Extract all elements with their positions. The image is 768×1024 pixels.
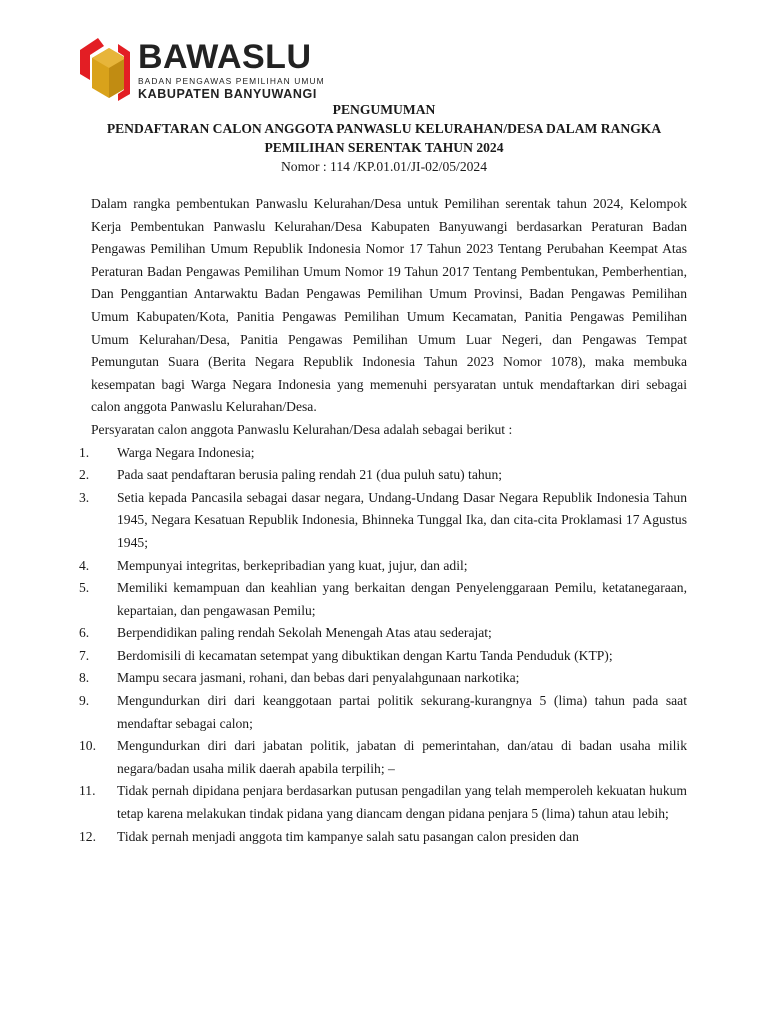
bawaslu-emblem-icon <box>78 36 134 102</box>
item-text: Berpendidikan paling rendah Sekolah Menengah Atas atau sederajat; <box>117 625 492 641</box>
list-item <box>79 464 687 487</box>
list-item <box>79 645 687 668</box>
list-item <box>79 622 687 645</box>
item-number: 3. <box>79 489 90 505</box>
item-text: Mengundurkan diri dari jabatan politik, jabatan di pemerintahan, dan/atau di badan usaha milik negara/badan usaha milik daerah apabila terpilih; – <box>117 738 687 776</box>
item-number: 5. <box>79 580 90 596</box>
logo-title: BAWASLU <box>138 38 312 76</box>
item-text: Tidak pernah dipidana penjara berdasarkan putusan pengadilan yang telah memperoleh kekuatan hukum tetap karena melakukan tindak pidana yang diancam dengan pidana penjara 5 (lima) tahun atau lebih; <box>117 783 687 822</box>
announcement-heading <box>60 100 708 176</box>
item-text: Memiliki kemampuan dan keahlian yang berkaitan dengan Penyelenggaraan Pemilu, ketatanegaraan, kepartaian, dan pengawasan Pemilu; <box>117 580 687 618</box>
item-number: 11. <box>79 783 96 799</box>
bawaslu-logo <box>78 36 325 106</box>
item-text: Mampu secara jasmani, rohani, dan bebas dari penyalahgunaan narkotika; <box>117 670 520 686</box>
item-number: 2. <box>79 467 90 483</box>
list-item <box>79 826 687 849</box>
item-text: Tidak pernah menjadi anggota tim kampanye salah satu pasangan calon presiden dan <box>117 828 579 844</box>
intro-paragraph: Dalam rangka pembentukan Panwaslu Kelurahan/Desa untuk Pemilihan serentak tahun 2024, Kelompok Kerja Pembentukan Panwaslu Kelurahan/Desa Kabupaten Banyuwangi berdasarkan Peraturan Badan Pengawas Pemilihan Umum Republik Indonesia Nomor 17 Tahun 2023 Tentang Perubahan Keempat Atas Peraturan Badan Pengawas Pemilihan Umum Nomor 19 Tahun 2017 Tentang Pembentukan, Pemberhentian, Dan Penggantian Antarwaktu Badan Pengawas Pemilihan Umum Provinsi, Badan Pengawas Pemilihan Umum Kabupaten/Kota, Panitia Pengawas Pemilihan Umum Kecamatan, Panitia Pengawas Pemilihan Umum Kelurahan/Desa, Panitia Pengawas Pemilihan Umum Luar Negeri, dan Pengawas Tempat Pemungutan Suara (Berita Negara Republik Indonesia Tahun 2023 Nomor 1078), maka membuka kesempatan bagi Warga Negara Indonesia yang memenuhi persyaratan untuk mendaftarkan diri sebagai calon anggota Panwaslu Kelurahan/Desa. <box>91 196 687 415</box>
item-text: Warga Negara Indonesia; <box>117 444 255 460</box>
item-text: Mempunyai integritas, berkepribadian yang kuat, jujur, dan adil; <box>117 557 468 573</box>
item-number: 4. <box>79 557 90 573</box>
list-item <box>79 780 687 825</box>
list-item <box>79 735 687 780</box>
heading-line-1: PENGUMUMAN <box>332 102 436 117</box>
requirements-list <box>79 442 687 849</box>
list-item <box>79 555 687 578</box>
list-item <box>79 577 687 622</box>
logo-region: KABUPATEN BANYUWANGI <box>138 87 317 101</box>
list-item <box>79 690 687 735</box>
item-number: 6. <box>79 625 90 641</box>
item-number: 10. <box>79 738 96 754</box>
heading-line-2: PENDAFTARAN CALON ANGGOTA PANWASLU KELURAHAN/DESA DALAM RANGKA <box>106 121 662 136</box>
item-text: Berdomisili di kecamatan setempat yang dibuktikan dengan Kartu Tanda Penduduk (KTP); <box>117 647 613 663</box>
item-number: 7. <box>79 647 90 663</box>
announcement-number: Nomor : 114 /KP.01.01/JI-02/05/2024 <box>280 159 488 174</box>
heading-line-3: PEMILIHAN SERENTAK TAHUN 2024 <box>264 140 504 155</box>
list-item <box>79 667 687 690</box>
requirements-intro: Persyaratan calon anggota Panwaslu Kelurahan/Desa adalah sebagai berikut : <box>91 421 513 437</box>
announcement-body <box>79 193 687 848</box>
item-text: Pada saat pendaftaran berusia paling rendah 21 (dua puluh satu) tahun; <box>117 467 503 483</box>
item-number: 8. <box>79 670 90 686</box>
list-item <box>79 487 687 555</box>
item-number: 9. <box>79 693 90 709</box>
item-text: Mengundurkan diri dari keanggotaan partai politik sekurang-kurangnya 5 (lima) tahun pada saat mendaftar sebagai calon; <box>117 693 687 731</box>
item-text: Setia kepada Pancasila sebagai dasar negara, Undang-Undang Dasar Negara Republik Indonesia Tahun 1945, Negara Kesatuan Republik Indonesia, Bhinneka Tunggal Ika, dan cita-cita Proklamasi 17 Agustus 1945; <box>117 489 687 550</box>
logo-subtitle: BADAN PENGAWAS PEMILIHAN UMUM <box>138 76 325 86</box>
item-number: 1. <box>79 444 90 460</box>
item-number: 12. <box>79 828 96 844</box>
list-item <box>79 442 687 465</box>
